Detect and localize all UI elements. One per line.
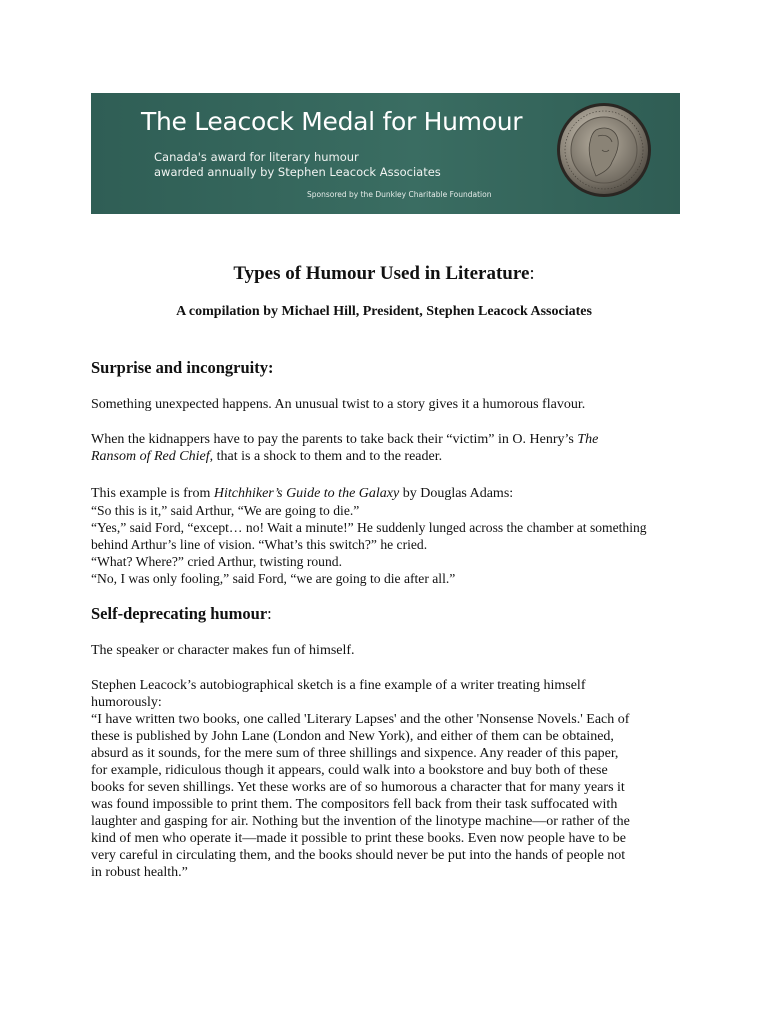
section1-paragraph-3 — [91, 485, 681, 587]
document-subtitle: A compilation by Michael Hill, President, Stephen Leacock Associates — [176, 304, 592, 319]
leacock-medal-banner — [91, 93, 680, 214]
text-run: , that is a shock to them and to the reader. — [209, 449, 443, 464]
quote-line: “No, I was only fooling,” said Ford, “we are going to die after all.” — [91, 571, 456, 586]
paragraph-line: books for seven shillings. Yet these works are of so humorous a character that for many years it — [91, 780, 625, 795]
banner-subtitle-line: Canada's award for literary humour — [154, 150, 359, 164]
section1-paragraph-1: Something unexpected happens. An unusual twist to a story gives it a humorous flavour. — [91, 397, 586, 412]
quote-line: behind Arthur’s line of vision. “What’s this switch?” he cried. — [91, 537, 428, 552]
section2-paragraph-2 — [91, 677, 681, 881]
banner-title: The Leacock Medal for Humour — [141, 107, 523, 136]
paragraph-line: was found impossible to print them. The compositors fell back from their task suffocated with — [91, 797, 618, 812]
paragraph-line: “I have written two books, one called 'Literary Lapses' and the other 'Nonsense Novels.' Each of — [91, 712, 630, 727]
paragraph-line: for example, ridiculous though it appears, could walk into a bookstore and buy both of these — [91, 763, 608, 778]
quote-line: “Yes,” said Ford, “except… no! Wait a minute!” He suddenly lunged across the chamber at something — [91, 520, 647, 535]
document-title-text: Types of Humour Used in Literature — [233, 263, 530, 284]
quote-line: “So this is it,” said Arthur, “We are going to die.” — [91, 503, 360, 518]
paragraph-line: humorously: — [91, 695, 162, 710]
section-heading-text: Self-deprecating humour — [91, 604, 268, 623]
book-title-italic: The — [577, 432, 599, 447]
text-run: This example is from — [91, 486, 214, 501]
paragraph-line: these is published by John Lane (London and New York), and either of them can be obtained, — [91, 729, 614, 744]
book-title-italic: Hitchhiker’s Guide to the Galaxy — [213, 486, 400, 501]
paragraph-line — [91, 431, 681, 448]
text-run: by Douglas Adams: — [399, 486, 514, 501]
section-heading-colon: : — [267, 604, 272, 623]
paragraph-line — [91, 448, 681, 465]
paragraph-line: absurd as it sounds, for the mere sum of three shillings and sixpence. Any reader of this paper, — [91, 746, 619, 761]
paragraph-line: laughter and gasping for air. Nothing but the invention of the linotype machine—or rather of the — [91, 814, 630, 829]
paragraph-line — [91, 485, 681, 502]
banner-subtitle — [154, 150, 441, 180]
text-run: When the kidnappers have to pay the parents to take back their “victim” in O. Henry’s — [91, 432, 578, 447]
paragraph-line: very careful in circulating them, and the books should never be put into the hands of people not — [91, 848, 626, 863]
quote-line: “What? Where?” cried Arthur, twisting round. — [91, 554, 342, 569]
document-title — [0, 263, 768, 285]
banner-sponsor: Sponsored by the Dunkley Charitable Foundation — [307, 190, 492, 199]
paragraph-line: kind of men who operate it—made it possible to print these books. Even now people have to be — [91, 831, 626, 846]
section2-paragraph-1: The speaker or character makes fun of himself. — [91, 643, 355, 658]
section1-paragraph-2 — [91, 431, 681, 465]
section-heading-self-deprecating — [91, 604, 272, 624]
paragraph-line: in robust health.” — [91, 865, 188, 880]
document-title-colon: : — [529, 263, 535, 284]
book-title-italic: Ransom of Red Chief — [91, 449, 210, 464]
banner-subtitle-line: awarded annually by Stephen Leacock Associates — [154, 165, 441, 179]
section-heading-surprise: Surprise and incongruity: — [91, 358, 274, 377]
paragraph-line: Stephen Leacock’s autobiographical sketch is a fine example of a writer treating himself — [91, 678, 586, 693]
leacock-medal-icon — [556, 102, 652, 198]
